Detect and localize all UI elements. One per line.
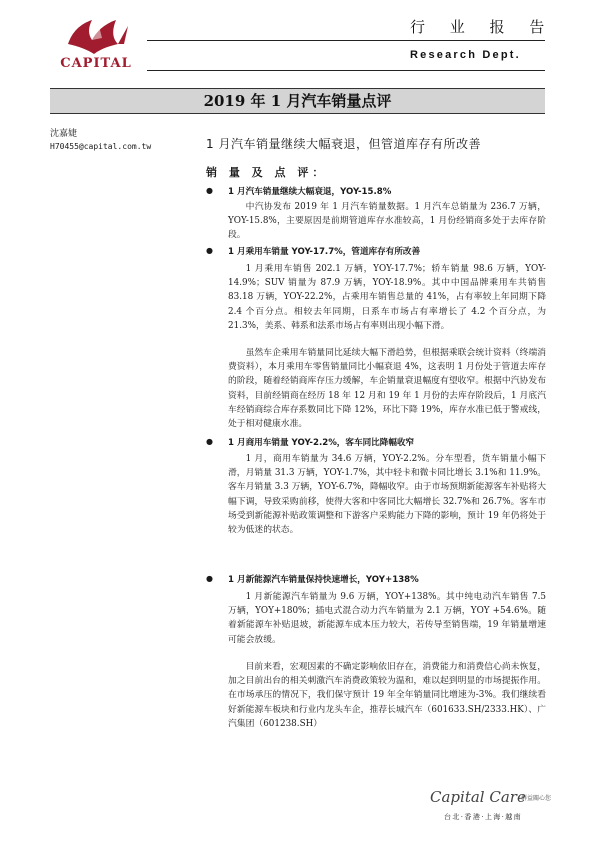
footer-brand: Capital Care	[430, 788, 526, 806]
header-cn-title: 行 业 报 告	[410, 18, 555, 36]
capital-logo-text: CAPITAL	[60, 56, 132, 71]
item-paragraph: 虽然车企乘用车销量同比延续大幅下滑趋势，但根据乘联会统计资料（终端消费资料），本月乘用车零售销量同比小幅衰退 4%，这表明 1 月份处于管道去库存的阶段，随着经销商库存压力缓解，车企销量衰退幅度有望收窄。根据中汽协发布资料，目前经销商在经历 18 年 12 月和 19 年 1 月份的去库存阶段后，1 月底汽车经销商综合库存系数同比下降 12%，环比下降 19%，库存水准已低于警戒线，处于相对健康水准。	[228, 348, 546, 430]
author-name: 沈嘉婕	[50, 129, 78, 139]
item-heading: 1 月新能源汽车销量保持快速增长，YOY+138%	[228, 575, 419, 585]
author-email[interactable]: H70455@capital.com.tw	[50, 142, 152, 151]
item-heading: 1 月汽车销量继续大幅衰退，YOY-15.8%	[228, 187, 392, 197]
bullet-icon: ●	[206, 574, 213, 583]
bullet-icon: ●	[206, 246, 213, 255]
item-heading: 1 月乘用车销量 YOY-17.7%，管道库存有所改善	[228, 247, 421, 257]
item-paragraph: 1 月，商用车销量为 34.6 万辆，YOY-2.2%。分车型看，货车销量小幅下滑，月销量 31.3 万辆，YOY-1.7%，其中轻卡和微卡同比增长 3.1%和 11.9%。客车月销量 3.3 万辆，YOY-6.7%，降幅收窄。由于市场预期新能源客车补贴将大幅下调，导致采购前移，使得大客和中客同比大幅增长 32.7%和 26.7%。客车市场受到新能源补贴政策调整和下游客户采购能力下降的影响，预计 19 年仍将处于较为低迷的状态。	[228, 454, 546, 536]
header-rule-bottom	[147, 70, 545, 71]
capital-logo-bird	[58, 14, 138, 60]
item-paragraph: 中汽协发布 2019 年 1 月汽车销量数据。1 月汽车总销量为 236.7 万辆，YOY-15.8%，主要原因是前期管道库存水准较高，1 月份经销商多处于去库存阶段。	[228, 202, 546, 241]
section-title: 销 量 及 点 评：	[206, 166, 328, 179]
header-rule-top	[147, 40, 545, 41]
header-en-title: Research Dept.	[410, 49, 521, 61]
conclusion-paragraph: 目前来看，宏观因素的不确定影响依旧存在，消费能力和消费信心尚未恢复，加之目前出台的相关刺激汽车消费政策较为温和，难以起到明显的市场提振作用。在市场承压的情况下，我们保守预计 19 年全年销量同比增速为-3%。我们继续看好新能源车板块和行业内龙头车企，推荐长城汽车（601633.SH/2333.HK）、广汽集团（601238.SH）	[228, 662, 546, 729]
item-paragraph: 1 月新能源汽车销量为 9.6 万辆，YOY+138%。其中纯电动汽车销售 7.5 万辆，YOY+180%；插电式混合动力汽车销量为 2.1 万辆，YOY +54.6%。随着新能源车补贴退坡，新能源车成本压力较大，若传导至销售端，19 年销量增速可能会放缓。	[228, 592, 546, 645]
report-headline: 1 月汽车销量继续大幅衰退，但管道库存有所改善	[206, 137, 481, 151]
bullet-icon: ●	[206, 437, 213, 446]
item-heading: 1 月商用车销量 YOY-2.2%，客车同比降幅收窄	[228, 438, 415, 448]
item-paragraph: 1 月乘用车销售 202.1 万辆，YOY-17.7%；轿车销量 98.6 万辆，YOY-14.9%；SUV 销量为 87.9 万辆，YOY-18.9%。其中中国品牌乘用车共销售 83.18 万辆，YOY-22.2%，占乘用车销售总量的 41%，占有率较上年同期下降 2.4 个百分点。相较去年同期，日系车市场占有率增长了 4.2 个百分点，为 21.3%，美系、韩系和法系市场占有率则出现小幅下滑。	[228, 264, 546, 331]
footer-cities: 台北·香港·上海·越南	[444, 813, 523, 821]
bullet-icon: ●	[206, 186, 213, 195]
footer-brand-cn: 群益關心您	[521, 795, 552, 802]
report-title: 2019 年 1 月汽车销量点评	[203, 92, 392, 110]
